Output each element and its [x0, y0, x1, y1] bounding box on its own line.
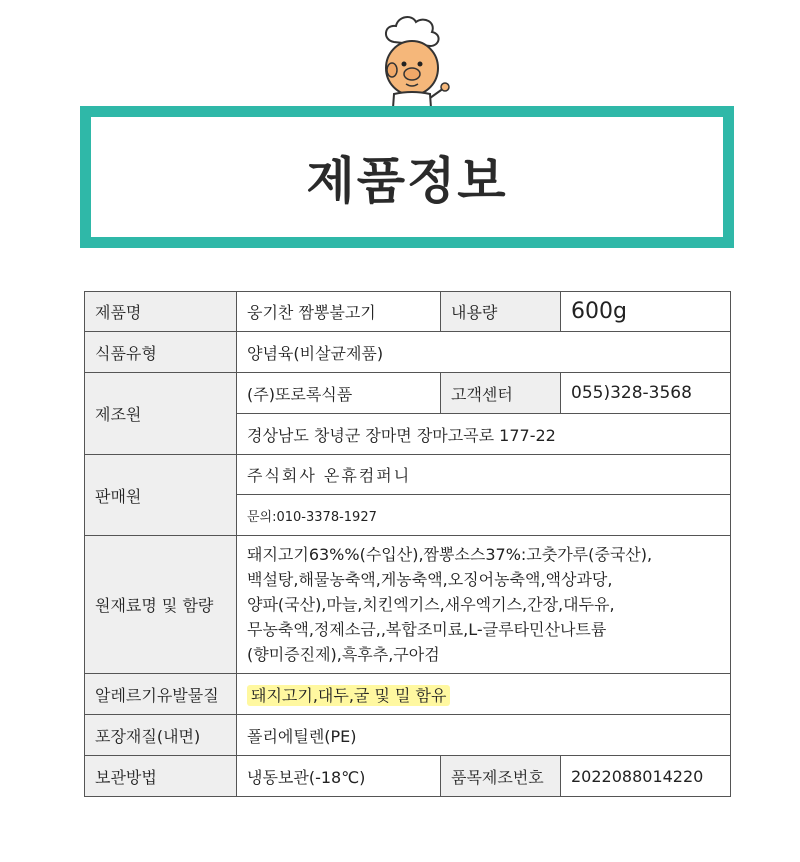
ingredients-line: 무농축액,정제소금,,복합조미료,L-글루타민산나트륨: [247, 620, 607, 639]
label-report-no: 품목제조번호: [441, 756, 561, 797]
ingredients-line: 양파(국산),마늘,치킨엑기스,새우엑기스,간장,대두유,: [247, 595, 615, 614]
row-product-name: [85, 292, 731, 332]
value-seller: 주식회사 온휴컴퍼니: [237, 455, 731, 495]
value-customer-center: 055)328-3568: [561, 373, 731, 414]
row-ingredients: [85, 536, 731, 674]
value-manufacturer: (주)또로록식품: [237, 373, 441, 414]
row-allergen: [85, 674, 731, 715]
row-packaging: [85, 715, 731, 756]
value-report-no: 2022088014220: [561, 756, 731, 797]
title-banner-inner: [91, 117, 723, 237]
row-food-type: [85, 332, 731, 373]
value-allergen-cell: [237, 674, 731, 715]
row-seller: [85, 455, 731, 495]
label-volume: 내용량: [441, 292, 561, 332]
ingredients-line: 백설탕,해물농축액,게농축액,오징어농축액,액상과당,: [247, 570, 613, 589]
row-manufacturer: [85, 373, 731, 414]
title-banner: [80, 106, 734, 248]
value-packaging: 폴리에틸렌(PE): [237, 715, 731, 756]
page-title: 제품정보: [306, 152, 508, 210]
value-inquiry: 문의:010-3378-1927: [237, 495, 731, 536]
row-storage: [85, 756, 731, 797]
value-ingredients: [237, 536, 731, 674]
product-info-table: [84, 291, 731, 797]
ingredients-line: (향미증진제),흑후추,구아검: [247, 645, 440, 664]
value-volume: 600g: [561, 292, 731, 332]
label-product-name: 제품명: [85, 292, 237, 332]
value-product-name: 웅기찬 짬뽕불고기: [237, 292, 441, 332]
label-manufacturer: 제조원: [85, 373, 237, 455]
label-packaging: 포장재질(내면): [85, 715, 237, 756]
label-ingredients: 원재료명 및 함량: [85, 536, 237, 674]
value-storage: 냉동보관(-18℃): [237, 756, 441, 797]
value-address: 경상남도 창녕군 장마면 장마고곡로 177-22: [237, 414, 731, 455]
label-food-type: 식품유형: [85, 332, 237, 373]
ingredients-line: 돼지고기63%%(수입산),짬뽕소스37%:고춧가루(중국산),: [247, 545, 653, 564]
allergen-highlight: 돼지고기,대두,굴 및 밀 함유: [247, 685, 450, 706]
label-seller: 판매원: [85, 455, 237, 536]
label-customer-center: 고객센터: [441, 373, 561, 414]
label-allergen: 알레르기유발물질: [85, 674, 237, 715]
value-food-type: 양념육(비살균제품): [237, 332, 731, 373]
label-storage: 보관방법: [85, 756, 237, 797]
